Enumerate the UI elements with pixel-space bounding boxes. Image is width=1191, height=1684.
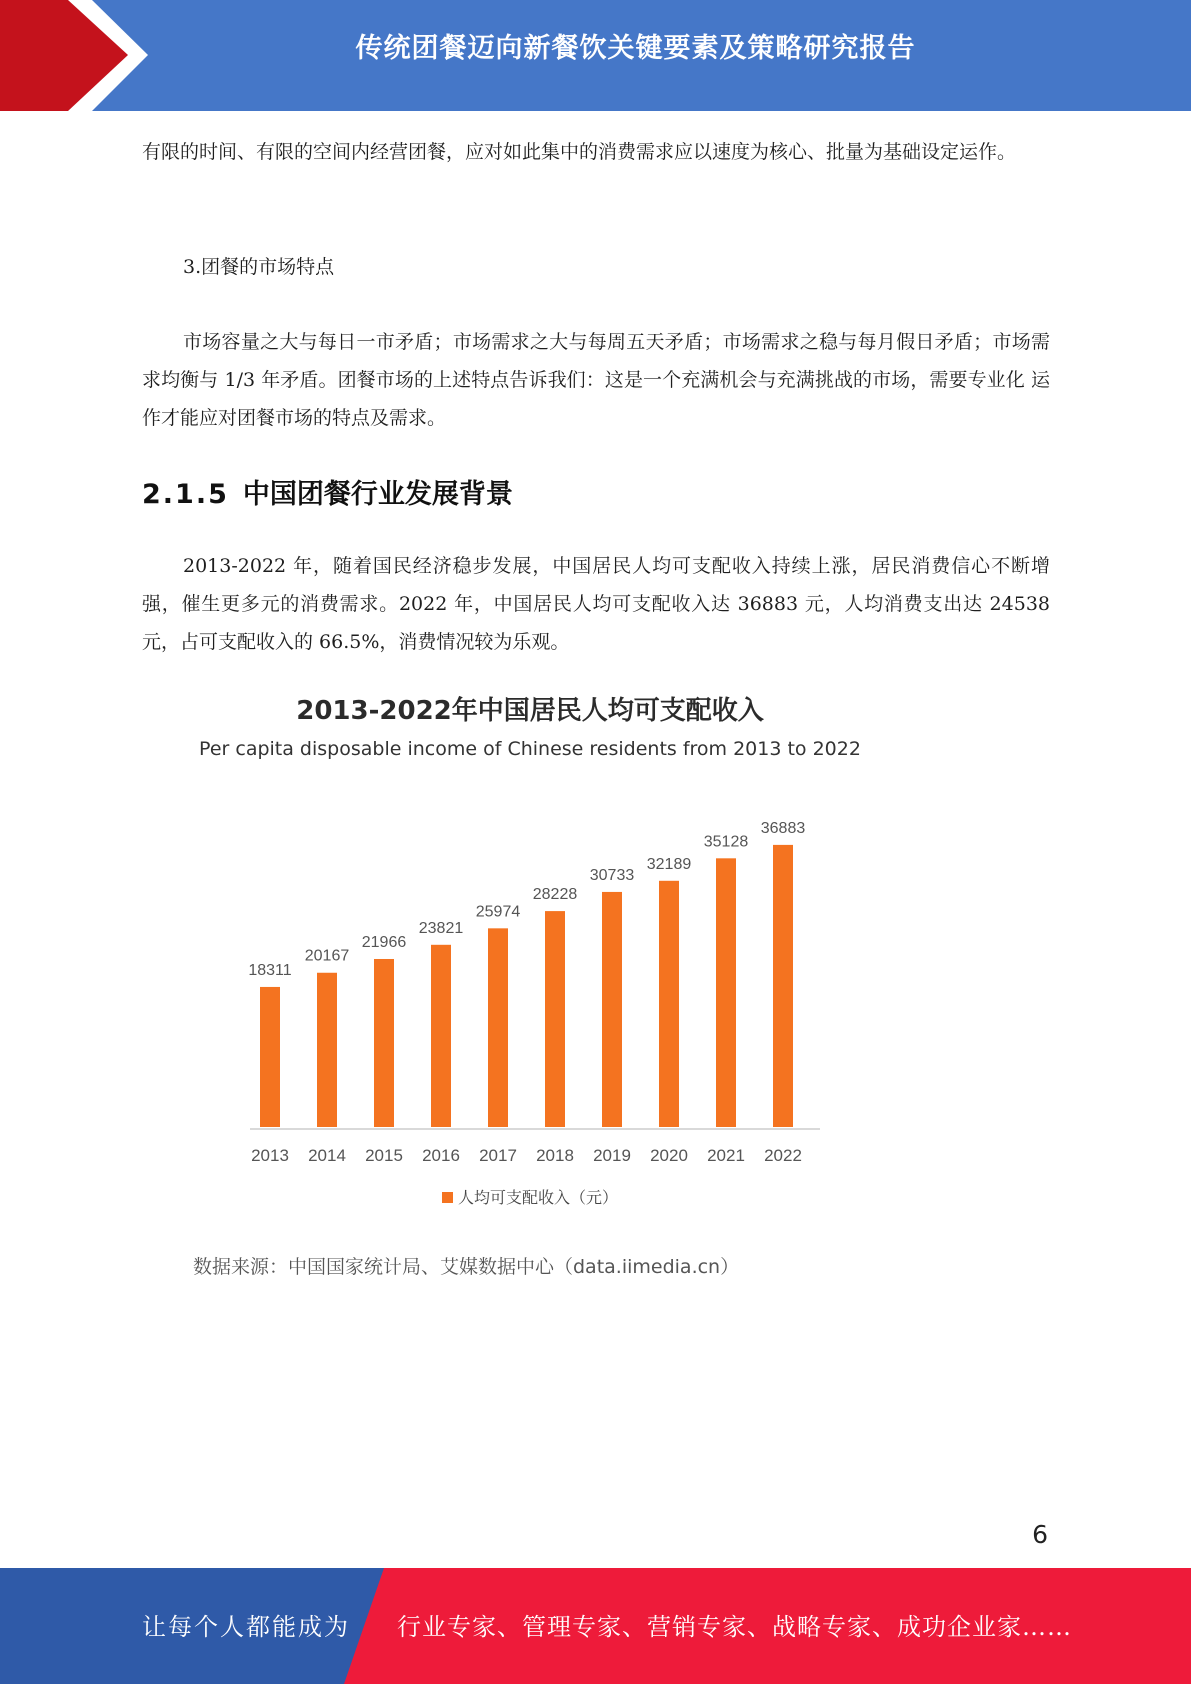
page-footer (0, 1568, 1191, 1684)
x-tick-label-2019: 2019 (593, 1146, 631, 1165)
chart-source: 数据来源：中国国家统计局、艾媒数据中心（data.iimedia.cn） (193, 1256, 740, 1278)
section-title: 中国团餐行业发展背景 (242, 479, 513, 510)
bar-chart (180, 690, 900, 1230)
x-tick-label-2018: 2018 (536, 1146, 574, 1165)
x-tick-label-2022: 2022 (764, 1146, 802, 1165)
page-number: 6 (1032, 1520, 1048, 1549)
data-label-2021: 35128 (703, 833, 749, 851)
paragraph-market-features: 市场容量之大与每日一市矛盾；市场需求之大与每周五天矛盾；市场需求之稳与每月假日矛盾；市场需求均衡与 1/3 年矛盾。团餐市场的上述特点告诉我们：这是一个充满机会与充满挑战的市场，需要专业化 运作才能应对团餐市场的特点及需求。 (142, 331, 1050, 429)
data-label-2013: 18311 (248, 961, 292, 979)
bar-2013 (260, 987, 280, 1127)
section-number: 2.1.5 (142, 479, 229, 510)
x-tick-label-2014: 2014 (308, 1146, 346, 1165)
data-label-2019: 30733 (589, 866, 635, 884)
bar-2019 (602, 892, 622, 1127)
x-tick-label-2021: 2021 (707, 1146, 745, 1165)
bar-2015 (374, 959, 394, 1127)
section-heading (142, 472, 513, 511)
footer-slogan-left: 让每个人都能成为 (142, 1613, 350, 1641)
report-title: 传统团餐迈向新餐饮关键要素及策略研究报告 (355, 33, 916, 64)
data-label-2017: 25974 (475, 903, 521, 921)
bar-2016 (431, 945, 451, 1127)
page-header (0, 0, 1191, 111)
bar-2014 (317, 973, 337, 1127)
data-label-2020: 32189 (646, 855, 692, 873)
bar-2021 (716, 858, 736, 1127)
data-label-2018: 28228 (532, 886, 578, 904)
paragraph-intro: 有限的时间、有限的空间内经营团餐，应对如此集中的消费需求应以速度为核心、批量为基础设定运作。 (142, 141, 1017, 163)
subheading-market-features: 3.团餐的市场特点 (183, 256, 335, 278)
bar-2017 (488, 928, 508, 1127)
data-label-2014: 20167 (304, 947, 350, 965)
data-label-2022: 36883 (760, 819, 806, 837)
x-tick-label-2013: 2013 (251, 1146, 289, 1165)
x-tick-label-2015: 2015 (365, 1146, 403, 1165)
paragraph-background: 2013-2022 年，随着国民经济稳步发展，中国居民人均可支配收入持续上涨，居民消费信心不断增强，催生更多元的消费需求。2022 年，中国居民人均可支配收入达 36883 元，人均消费支出达 24538 元，占可支配收入的 66.5%，消费情况较为乐观。 (142, 555, 1050, 653)
bar-2022 (773, 845, 793, 1127)
data-label-2016: 23821 (418, 919, 464, 937)
legend-label: 人均可支配收入（元） (458, 1188, 619, 1207)
footer-slogan-right: 行业专家、管理专家、营销专家、战略专家、成功企业家…… (397, 1613, 1072, 1641)
x-tick-label-2017: 2017 (479, 1146, 517, 1165)
x-tick-label-2020: 2020 (650, 1146, 688, 1165)
income-chart-figure (180, 690, 900, 1290)
bar-2020 (659, 881, 679, 1127)
x-tick-label-2016: 2016 (422, 1146, 460, 1165)
chart-title: 2013-2022年中国居民人均可支配收入 (296, 696, 764, 726)
bar-2018 (545, 911, 565, 1127)
legend-swatch (442, 1192, 453, 1203)
data-label-2015: 21966 (361, 933, 407, 951)
header-chevron-decoration (0, 0, 160, 111)
chart-subtitle: Per capita disposable income of Chinese residents from 2013 to 2022 (199, 738, 861, 760)
